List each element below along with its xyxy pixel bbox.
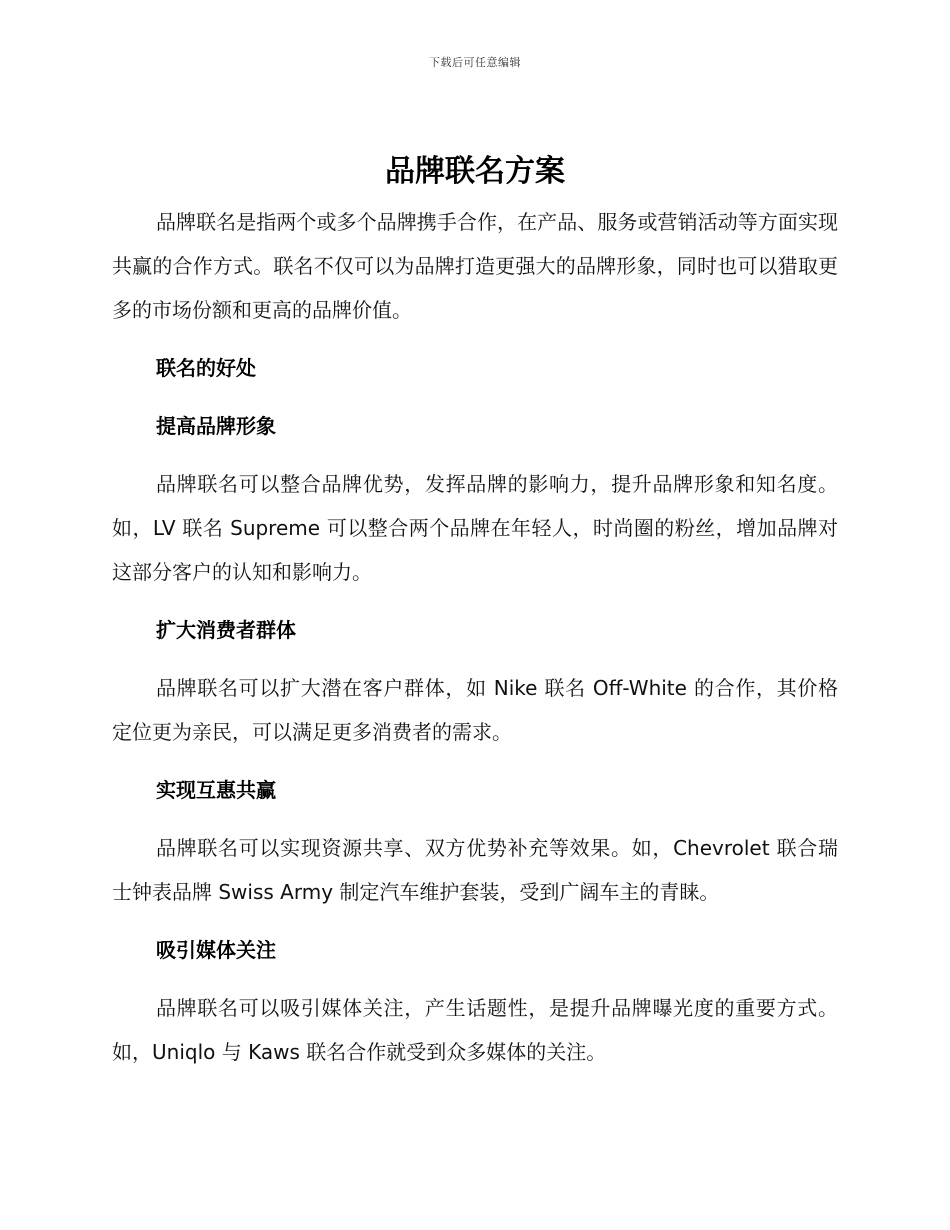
subsection-paragraph: 品牌联名可以整合品牌优势，发挥品牌的影响力，提升品牌形象和知名度。如，LV 联名 Supreme 可以整合两个品牌在年轻人，时尚圈的粉丝，增加品牌对这部分客户的认知和影响力。 [112, 472, 838, 584]
section-heading-benefits: 联名的好处 [156, 356, 256, 380]
subsection-heading: 实现互惠共赢 [156, 778, 276, 802]
subsection-heading: 提高品牌形象 [156, 414, 276, 438]
subsection-heading: 吸引媒体关注 [156, 938, 276, 962]
header-note: 下载后可任意编辑 [429, 56, 521, 69]
subsection-paragraph: 品牌联名可以吸引媒体关注，产生话题性，是提升品牌曝光度的重要方式。如，Uniqlo 与 Kaws 联名合作就受到众多媒体的关注。 [112, 996, 838, 1064]
subsection-paragraph: 品牌联名可以实现资源共享、双方优势补充等效果。如，Chevrolet 联合瑞士钟表品牌 Swiss Army 制定汽车维护套装，受到广阔车主的青睐。 [112, 836, 838, 904]
intro-paragraph: 品牌联名是指两个或多个品牌携手合作，在产品、服务或营销活动等方面实现共赢的合作方式。联名不仅可以为品牌打造更强大的品牌形象，同时也可以猎取更多的市场份额和更高的品牌价值。 [112, 210, 838, 322]
subsection-paragraph: 品牌联名可以扩大潜在客户群体，如 Nike 联名 Off-White 的合作，其价格定位更为亲民，可以满足更多消费者的需求。 [112, 676, 838, 744]
document-title: 品牌联名方案 [385, 154, 565, 189]
document-body [112, 150, 838, 1074]
subsection-heading: 扩大消费者群体 [156, 618, 296, 642]
